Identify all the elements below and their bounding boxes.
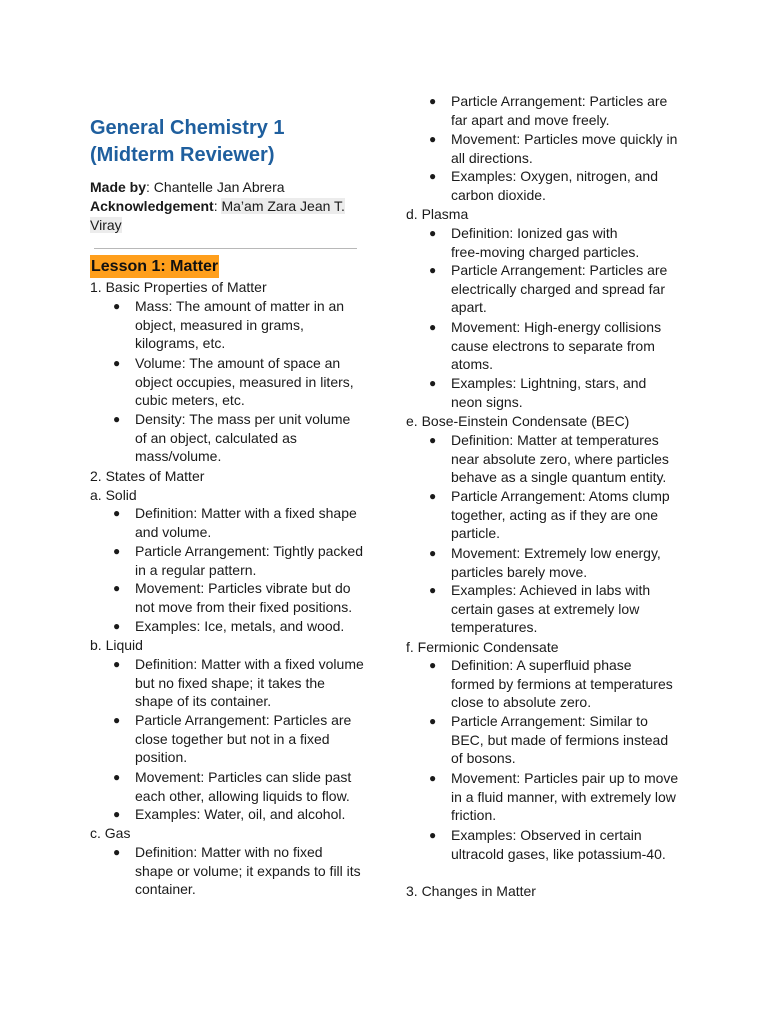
bullet-icon: ● (113, 619, 121, 633)
list-item (429, 318, 683, 374)
bullet-icon: ● (429, 263, 437, 277)
list-item (113, 805, 367, 824)
list-item (429, 431, 683, 487)
bullet-icon: ● (113, 713, 121, 727)
list-item-line: container. (135, 881, 196, 898)
list-item-line: Mass: The amount of matter in an (135, 298, 345, 314)
list-item-line: not move from their fixed positions. (135, 598, 353, 615)
bullet-icon: ● (429, 433, 437, 447)
solid-heading: a. Solid (90, 487, 137, 503)
bullet-icon: ● (429, 546, 437, 560)
list-item-line: cause electrons to separate from (451, 337, 655, 354)
list-item-line: close to absolute zero. (451, 694, 592, 711)
list-item-line: of an object, calculated as (135, 429, 297, 446)
bullet-icon: ● (113, 845, 121, 859)
list-item (113, 297, 367, 353)
list-item-line: apart. (451, 299, 487, 316)
list-item (113, 843, 367, 899)
bullet-icon: ● (429, 376, 437, 390)
list-item-line: Examples: Lightning, stars, and (451, 375, 647, 391)
list-item-line: ultracold gases, like potassium-40. (451, 845, 666, 862)
list-item-line: Examples: Observed in certain (451, 827, 642, 843)
list-item-line: far apart and move freely. (451, 111, 610, 128)
list-item-line: temperatures. (451, 619, 538, 636)
acknowledgement-label: Acknowledgement (90, 198, 214, 214)
list-item-line: Density: The mass per unit volume (135, 411, 351, 427)
bullet-icon: ● (113, 581, 121, 595)
list-item (429, 130, 683, 167)
list-item-line: and volume. (135, 523, 212, 540)
basic-properties-heading: 1. Basic Properties of Matter (90, 279, 267, 295)
lesson-heading: Lesson 1: Matter (90, 255, 219, 278)
changes-heading: 3. Changes in Matter (406, 883, 536, 899)
list-item-line: Examples: Ice, metals, and wood. (135, 618, 345, 634)
list-item (429, 374, 683, 411)
bullet-icon: ● (429, 169, 437, 183)
list-item-line: Definition: Matter with a fixed shape (135, 505, 357, 521)
list-item-line: formed by fermions at temperatures (451, 675, 673, 692)
list-item-line: Examples: Achieved in labs with (451, 582, 651, 598)
list-item-line: friction. (451, 807, 497, 824)
list-item-line: atoms. (451, 356, 494, 373)
list-item-line: together, acting as if they are one (451, 506, 659, 523)
liquid-heading: b. Liquid (90, 637, 143, 653)
bullet-icon: ● (429, 714, 437, 728)
list-item-line: shape or volume; it expands to fill its (135, 862, 361, 879)
states-heading: 2. States of Matter (90, 468, 205, 484)
list-item (113, 410, 367, 466)
list-item-line: electrically charged and spread far (451, 280, 666, 297)
list-item (429, 826, 683, 863)
list-item-line: in a fluid manner, with extremely low (451, 788, 676, 805)
list-item-line: but no fixed shape; it takes the (135, 674, 325, 691)
list-item-line: close together but not in a fixed (135, 730, 330, 747)
list-item-line: position. (135, 749, 188, 766)
list-item-line: BEC, but made of fermions instead (451, 731, 669, 748)
fermionic-heading: f. Fermionic Condensate (406, 639, 559, 655)
list-item (113, 579, 367, 616)
list-item-line: free-moving charged particles. (451, 243, 640, 260)
bullet-icon: ● (429, 132, 437, 146)
list-item-line: Examples: Water, oil, and alcohol. (135, 806, 346, 822)
list-item-line: Movement: Particles move quickly in (451, 131, 678, 147)
list-item-line: Definition: Matter at temperatures (451, 432, 659, 448)
title-line-1: General Chemistry 1 (90, 117, 285, 139)
list-item-line: Particle Arrangement: Particles are (451, 93, 668, 109)
list-item-line: Movement: Particles can slide past (135, 769, 352, 785)
list-item-line: Particle Arrangement: Particles are (135, 712, 352, 728)
list-item-line: particles barely move. (451, 563, 588, 580)
acknowledgement-value-1: Ma’am Zara Jean T. (221, 198, 345, 214)
list-item-line: Movement: Extremely low energy, (451, 545, 661, 561)
list-item-line: behave as a single quantum entity. (451, 469, 667, 486)
list-item (429, 92, 683, 129)
bullet-icon: ● (113, 356, 121, 370)
list-item (113, 768, 367, 805)
list-item-line: Examples: Oxygen, nitrogen, and (451, 168, 659, 184)
bullet-icon: ● (113, 770, 121, 784)
list-item-line: near absolute zero, where particles (451, 450, 669, 467)
list-item (429, 487, 683, 543)
bullet-icon: ● (429, 226, 437, 240)
bullet-icon: ● (429, 94, 437, 108)
list-item (429, 656, 683, 712)
title-line-2: (Midterm Reviewer) (90, 144, 275, 166)
acknowledgement-value-2: Viray (90, 217, 122, 233)
bullet-icon: ● (429, 658, 437, 672)
list-item-line: Volume: The amount of space an (135, 355, 341, 371)
list-item-line: Particle Arrangement: Tightly packed (135, 543, 364, 559)
list-item-line: certain gases at extremely low (451, 600, 640, 617)
gas-heading: c. Gas (90, 825, 131, 841)
list-item (113, 711, 367, 767)
list-item-line: carbon dioxide. (451, 186, 546, 203)
list-item-line: object occupies, measured in liters, (135, 373, 354, 390)
list-item-line: object, measured in grams, (135, 316, 304, 333)
list-item-line: Particle Arrangement: Particles are (451, 262, 668, 278)
list-item-line: Definition: A superfluid phase (451, 657, 632, 673)
bullet-icon: ● (113, 299, 121, 313)
list-item-line: mass/volume. (135, 448, 222, 465)
list-item-line: cubic meters, etc. (135, 392, 245, 409)
list-item (113, 354, 367, 410)
list-item (429, 712, 683, 768)
list-item-line: in a regular pattern. (135, 561, 257, 578)
list-item (429, 769, 683, 825)
list-item-line: particle. (451, 525, 501, 542)
bullet-icon: ● (113, 544, 121, 558)
list-item-line: Movement: High-energy collisions (451, 319, 662, 335)
list-item-line: shape of its container. (135, 693, 272, 710)
made-by-label: Made by (90, 179, 147, 195)
bullet-icon: ● (113, 506, 121, 520)
list-item (429, 261, 683, 317)
bec-heading: e. Bose-Einstein Condensate (BEC) (406, 413, 630, 429)
list-item-line: Particle Arrangement: Atoms clump (451, 488, 670, 504)
list-item (429, 224, 683, 261)
list-item-line: kilograms, etc. (135, 335, 226, 352)
list-item-line: each other, allowing liquids to flow. (135, 787, 350, 804)
list-item-line: Movement: Particles pair up to move (451, 770, 679, 786)
bullet-icon: ● (429, 320, 437, 334)
made-by-line (90, 178, 360, 197)
list-item-line: Definition: Matter with no fixed (135, 844, 323, 860)
acknowledgement-line-2 (90, 216, 360, 235)
list-item (113, 542, 367, 579)
list-item (113, 504, 367, 541)
document-title (90, 115, 370, 169)
list-item-line: Definition: Matter with a fixed volume (135, 656, 364, 672)
bullet-icon: ● (429, 771, 437, 785)
bullet-icon: ● (429, 489, 437, 503)
bullet-icon: ● (113, 807, 121, 821)
acknowledgement-line (90, 197, 360, 216)
section-divider (94, 248, 357, 249)
list-item-line: Definition: Ionized gas with (451, 225, 618, 241)
bullet-icon: ● (113, 412, 121, 426)
made-by-value: : Chantelle Jan Abrera (146, 179, 285, 195)
list-item-line: of bosons. (451, 750, 516, 767)
list-item-line: Particle Arrangement: Similar to (451, 713, 648, 729)
bullet-icon: ● (113, 657, 121, 671)
list-item-line: Movement: Particles vibrate but do (135, 580, 351, 596)
list-item-line: neon signs. (451, 393, 523, 410)
list-item (113, 617, 367, 636)
bullet-icon: ● (429, 828, 437, 842)
list-item (429, 167, 683, 204)
bullet-icon: ● (429, 583, 437, 597)
list-item-line: all directions. (451, 149, 533, 166)
acknowledgement-colon: : (213, 198, 222, 214)
plasma-heading: d. Plasma (406, 206, 469, 222)
list-item (113, 655, 367, 711)
list-item (429, 544, 683, 581)
list-item (429, 581, 683, 637)
